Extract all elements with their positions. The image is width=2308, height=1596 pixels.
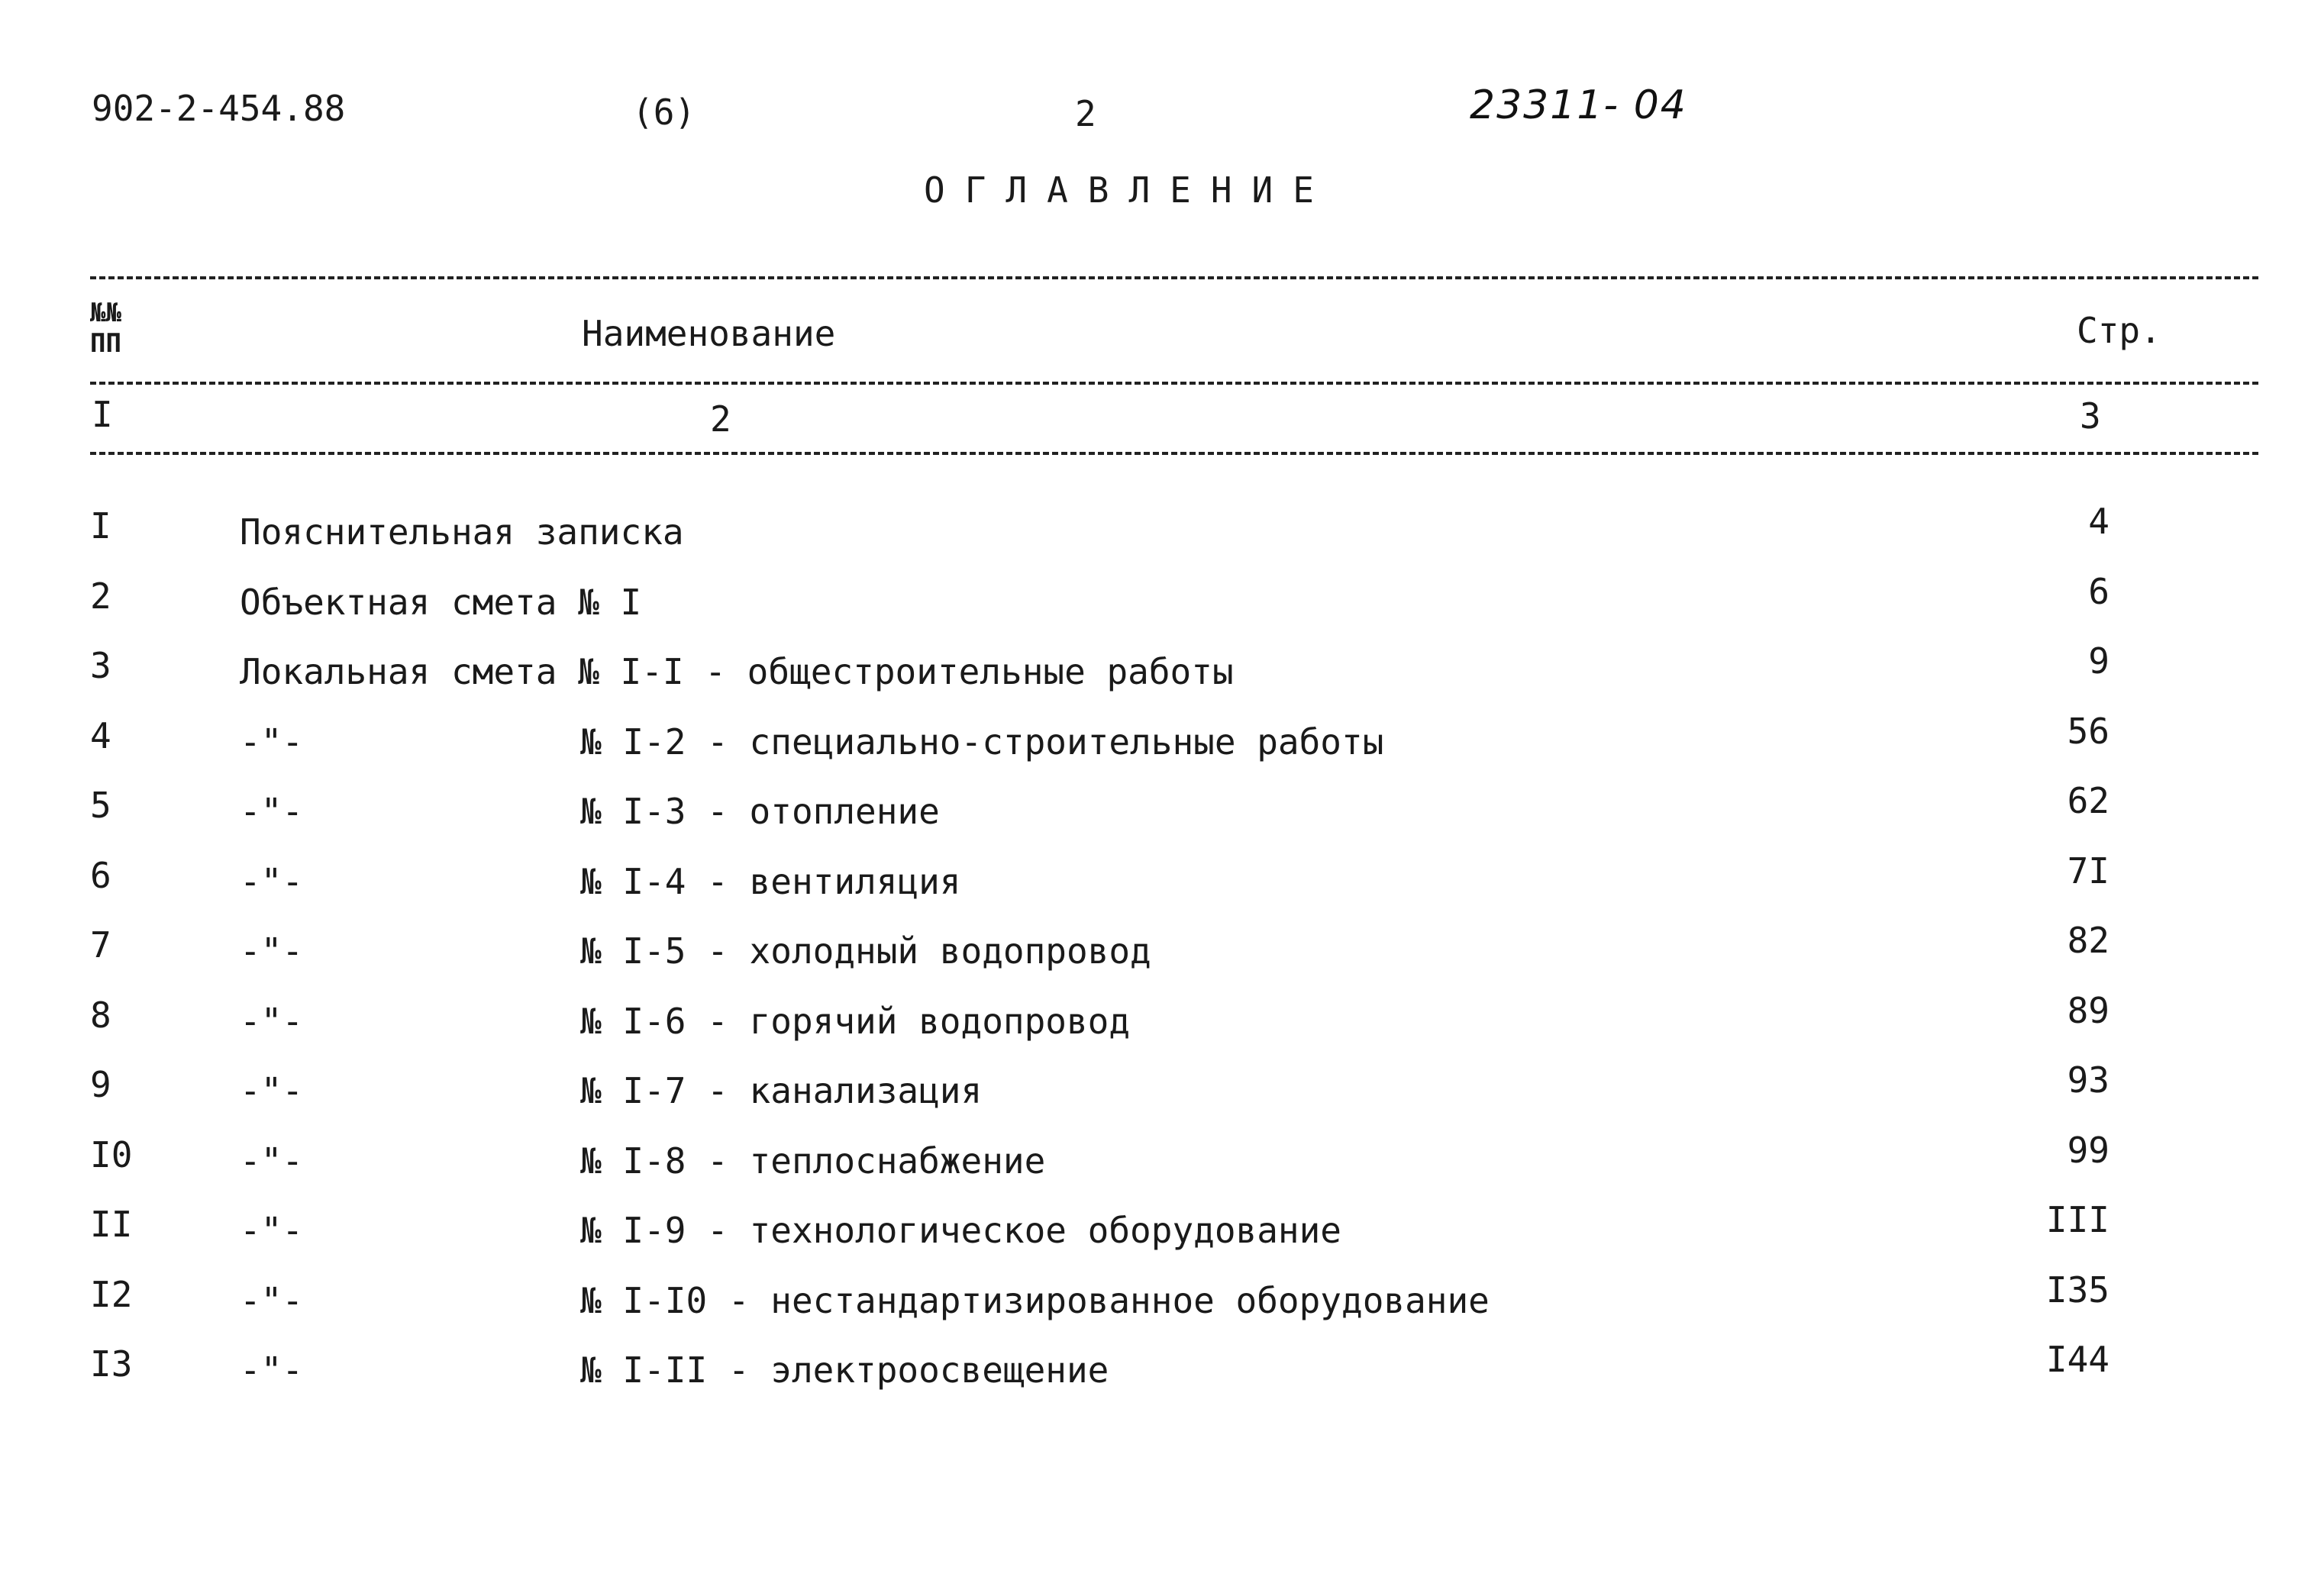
table-rule-top [90, 276, 2258, 279]
toc-row-page: I35 [2045, 1269, 2109, 1311]
toc-row-ditto: -"- [240, 1070, 304, 1111]
toc-row-page: 93 [2067, 1059, 2109, 1101]
toc-row [0, 640, 2308, 706]
toc-row-number: 3 [90, 645, 111, 686]
table-rule-header [90, 382, 2258, 385]
toc-row-page: 4 [2088, 501, 2109, 542]
toc-row [0, 1130, 2308, 1195]
toc-row-title: № I-9 - технологическое оборудование [580, 1210, 1341, 1251]
toc-row-number: 2 [90, 576, 111, 617]
toc-row-title: Объектная смета № I [240, 582, 642, 623]
toc-row-ditto: -"- [240, 791, 304, 832]
toc-row [0, 780, 2308, 846]
toc-row-page: 7I [2067, 850, 2109, 892]
toc-row [0, 1199, 2308, 1265]
toc-row [0, 1269, 2308, 1335]
toc-row-title: № I-3 - отопление [580, 791, 940, 832]
page-number: 2 [1075, 93, 1096, 134]
toc-row-ditto: -"- [240, 1001, 304, 1042]
toc-row-number: 4 [90, 715, 111, 756]
toc-row-ditto: -"- [240, 1280, 304, 1321]
column-header-number [90, 298, 121, 359]
toc-row-page: 6 [2088, 571, 2109, 612]
toc-row-title: № I-2 - специально-строительные работы [580, 721, 1384, 763]
toc-row-page: I44 [2045, 1339, 2109, 1380]
toc-row [0, 501, 2308, 566]
toc-row-ditto: -"- [240, 1140, 304, 1182]
toc-row [0, 1339, 2308, 1404]
column-header-name: Наименование [582, 313, 836, 354]
toc-row-number: I0 [90, 1134, 133, 1175]
toc-row-number: I2 [90, 1274, 133, 1315]
toc-row-title: Пояснительная записка [240, 511, 684, 553]
toc-row [0, 850, 2308, 916]
toc-row-number: 5 [90, 785, 111, 826]
toc-row-ditto: -"- [240, 721, 304, 763]
toc-row-page: 62 [2067, 780, 2109, 821]
toc-row-ditto: -"- [240, 930, 304, 972]
toc-row-title: Локальная смета № I-I - общестроительные работы [240, 651, 1234, 692]
column-index-number: I [92, 394, 113, 435]
toc-row-ditto: -"- [240, 1210, 304, 1251]
toc-row-number: I3 [90, 1343, 133, 1385]
toc-row [0, 990, 2308, 1056]
toc-row-number: 9 [90, 1064, 111, 1105]
toc-row-title: № I-5 - холодный водопровод [580, 930, 1151, 972]
toc-row-page: III [2045, 1199, 2109, 1240]
toc-row-page: 99 [2067, 1130, 2109, 1171]
sheet-index: (6) [632, 92, 696, 133]
table-rule-index [90, 452, 2258, 455]
toc-row [0, 711, 2308, 776]
toc-row-title: № I-I0 - нестандартизированное оборудование [580, 1280, 1490, 1321]
toc-title: ОГЛАВЛЕНИЕ [924, 169, 1334, 211]
toc-row-number: 7 [90, 924, 111, 966]
archive-number-handwritten: 23311- 04 [1470, 82, 1687, 128]
toc-row-page: 56 [2067, 711, 2109, 752]
toc-row [0, 1059, 2308, 1125]
toc-row [0, 920, 2308, 985]
toc-row-number: I [90, 505, 111, 547]
toc-row-number: 6 [90, 855, 111, 896]
column-header-page: Стр. [2077, 310, 2161, 351]
column-index-page: 3 [2080, 395, 2101, 437]
toc-row-ditto: -"- [240, 1349, 304, 1391]
toc-row-page: 89 [2067, 990, 2109, 1031]
toc-row-title: № I-4 - вентиляция [580, 861, 961, 902]
toc-row-ditto: -"- [240, 861, 304, 902]
toc-row-title: № I-II - электроосвещение [580, 1349, 1109, 1391]
toc-row-title: № I-6 - горячий водопровод [580, 1001, 1131, 1042]
toc-row-title: № I-7 - канализация [580, 1070, 983, 1111]
column-header-number-line2: ПП [90, 328, 121, 359]
column-header-number-line1: №№ [90, 298, 121, 328]
column-index-name: 2 [710, 398, 731, 440]
toc-row-number: II [90, 1204, 133, 1245]
toc-row-number: 8 [90, 995, 111, 1036]
toc-row-page: 82 [2067, 920, 2109, 961]
toc-row [0, 571, 2308, 637]
toc-row-title: № I-8 - теплоснабжение [580, 1140, 1046, 1182]
doc-code: 902-2-454.88 [92, 88, 346, 129]
toc-row-page: 9 [2088, 640, 2109, 682]
